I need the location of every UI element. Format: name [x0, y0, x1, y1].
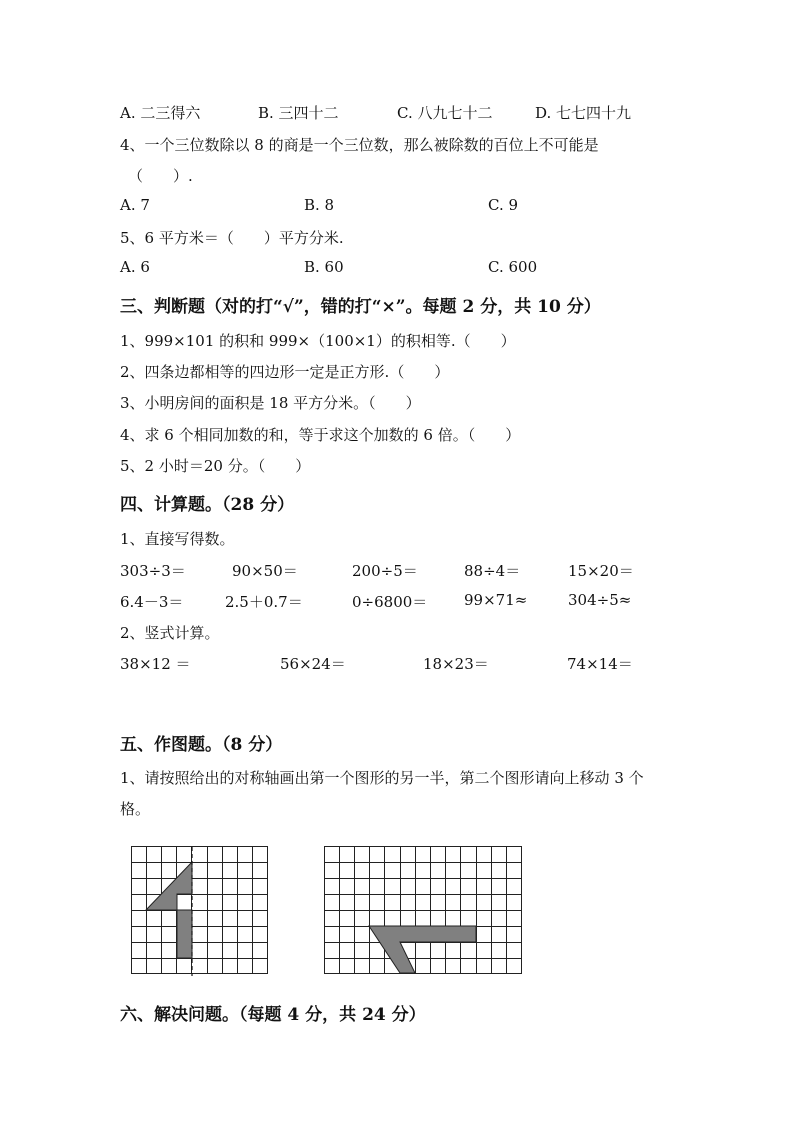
q4-stem: 4、一个三位数除以 8 的商是一个三位数，那么被除数的百位上不可能是 [120, 136, 599, 154]
calc-item: 15×20＝ [568, 562, 634, 580]
q5-option-a: A. 6 [120, 258, 150, 276]
draw-question-line1: 1、请按照给出的对称轴画出第一个图形的另一半，第二个图形请向上移动 3 个 [120, 769, 644, 787]
section3-heading: 三、判断题（对的打“√”，错的打“×”。每题 2 分，共 10 分） [120, 297, 601, 317]
translate-shape [369, 926, 476, 973]
vertical-calc-item: 38×12 ＝ [120, 655, 191, 673]
calc-item: 200÷5＝ [352, 562, 418, 580]
q4-blank: （ ）. [128, 167, 193, 185]
q4-option-a: A. 7 [120, 196, 150, 214]
q4-option-b: B. 8 [304, 196, 335, 214]
calc-item: 304÷5≈ [568, 591, 632, 609]
calc-sub1: 1、直接写得数。 [120, 530, 235, 548]
q3-option-c: C. 八九七十二 [397, 104, 493, 122]
judge-item-3: 3、小明房间的面积是 18 平方分米。（ ） [120, 394, 421, 412]
calc-item: 303÷3＝ [120, 562, 186, 580]
calc-item: 99×71≈ [464, 591, 528, 609]
calc-sub2: 2、竖式计算。 [120, 624, 220, 642]
q3-option-b: B. 三四十二 [258, 104, 339, 122]
section5-heading: 五、作图题。（8 分） [120, 735, 283, 755]
half-shape [146, 862, 192, 958]
judge-item-5: 5、2 小时＝20 分。（ ） [120, 457, 311, 475]
draw-question-line2: 格。 [120, 800, 151, 818]
q5-option-b: B. 60 [304, 258, 344, 276]
q3-option-a: A. 二三得六 [120, 104, 201, 122]
symmetry-grid [131, 846, 269, 976]
q3-option-d: D. 七七四十九 [535, 104, 632, 122]
calc-item: 90×50＝ [232, 562, 298, 580]
section4-heading: 四、计算题。（28 分） [120, 495, 295, 515]
q5-option-c: C. 600 [488, 258, 538, 276]
translation-grid [324, 846, 524, 976]
calc-item: 6.4－3＝ [120, 593, 184, 611]
vertical-calc-item: 18×23＝ [423, 655, 489, 673]
judge-item-1: 1、999×101 的积和 999×（100×1）的积相等.（ ） [120, 332, 516, 350]
q4-option-c: C. 9 [488, 196, 519, 214]
calc-item: 88÷4＝ [464, 562, 521, 580]
judge-item-2: 2、四条边都相等的四边形一定是正方形.（ ） [120, 363, 450, 381]
q5-stem: 5、6 平方米＝（ ）平方分米. [120, 229, 344, 247]
section6-heading: 六、解决问题。（每题 4 分，共 24 分） [120, 1005, 426, 1025]
vertical-calc-item: 74×14＝ [567, 655, 633, 673]
vertical-calc-item: 56×24＝ [280, 655, 346, 673]
judge-item-4: 4、求 6 个相同加数的和，等于求这个加数的 6 倍。（ ） [120, 426, 521, 444]
calc-item: 2.5＋0.7＝ [225, 593, 303, 611]
calc-item: 0÷6800＝ [352, 593, 428, 611]
